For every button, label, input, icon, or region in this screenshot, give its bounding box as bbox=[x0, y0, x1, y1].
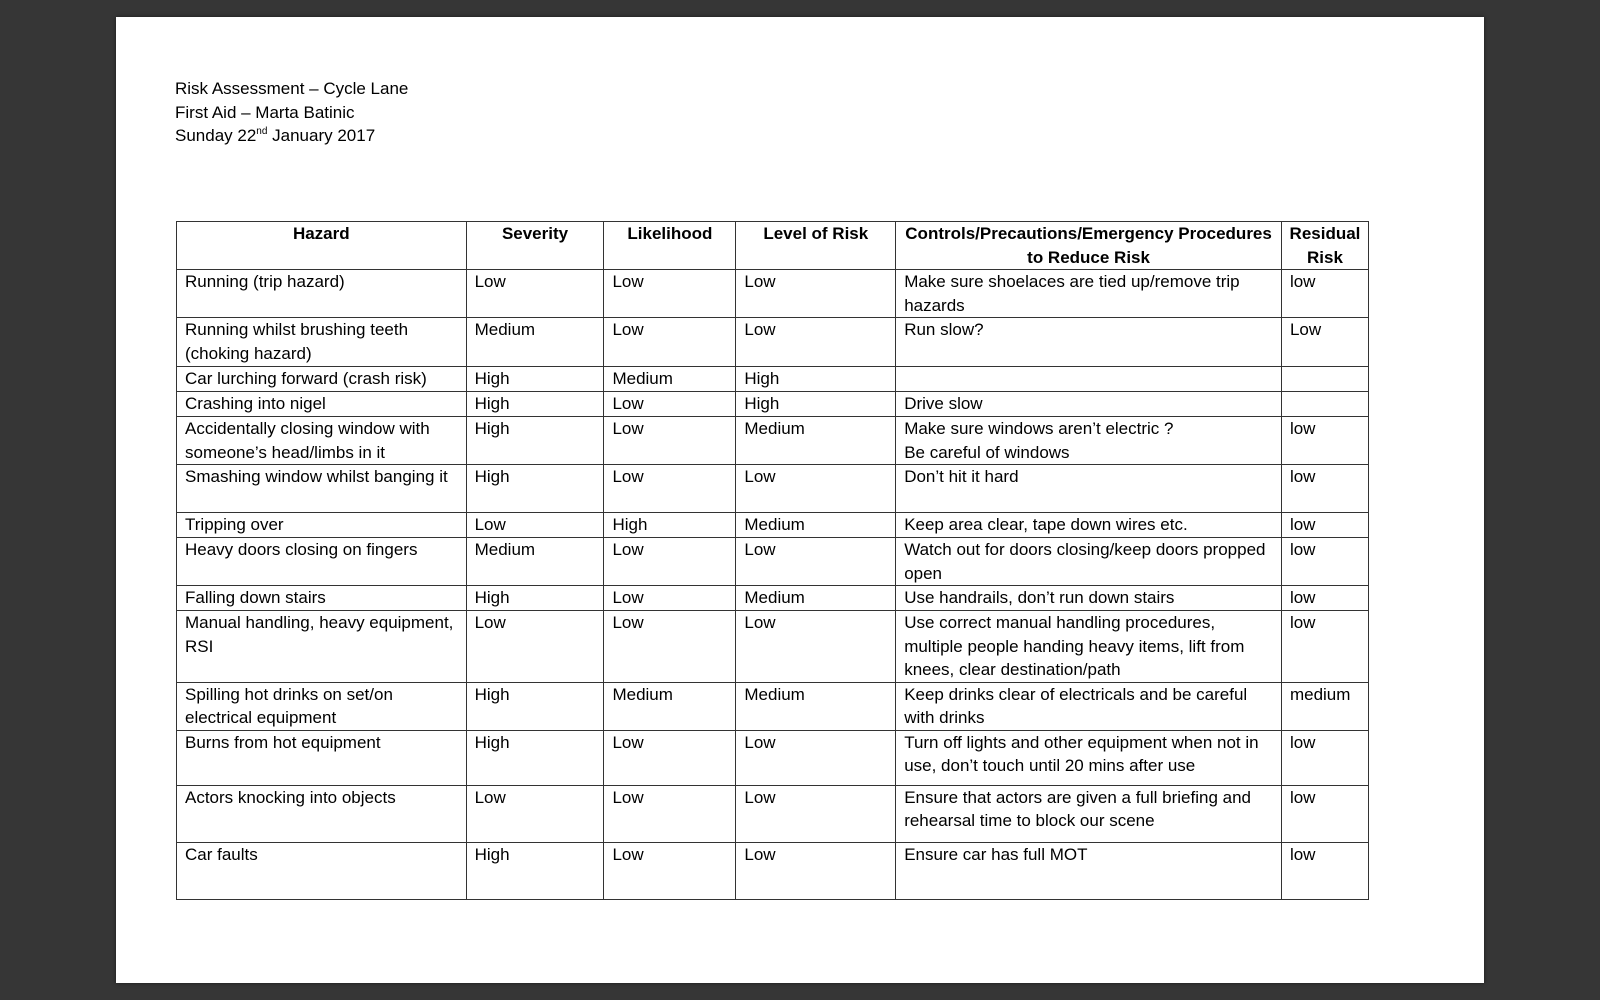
level-of-risk-cell: Low bbox=[736, 785, 896, 842]
likelihood-cell: Low bbox=[604, 730, 736, 785]
residual-risk-cell: low bbox=[1281, 513, 1368, 538]
severity-cell: High bbox=[466, 465, 604, 513]
hazard-cell: Crashing into nigel bbox=[177, 392, 467, 417]
level-of-risk-cell: Low bbox=[736, 538, 896, 586]
residual-risk-cell bbox=[1281, 367, 1368, 392]
date-rest: January 2017 bbox=[267, 126, 376, 145]
residual-risk-cell: medium bbox=[1281, 682, 1368, 730]
hazard-cell: Accidentally closing window with someone’s head/limbs in it bbox=[177, 417, 467, 465]
likelihood-cell: Low bbox=[604, 417, 736, 465]
table-row bbox=[177, 842, 1369, 899]
level-of-risk-cell: Low bbox=[736, 318, 896, 367]
likelihood-cell: Low bbox=[604, 842, 736, 899]
hazard-cell: Falling down stairs bbox=[177, 586, 467, 611]
severity-cell: Medium bbox=[466, 318, 604, 367]
hazard-cell: Tripping over bbox=[177, 513, 467, 538]
likelihood-cell: Low bbox=[604, 611, 736, 683]
hazard-cell: Burns from hot equipment bbox=[177, 730, 467, 785]
level-of-risk-cell: Low bbox=[736, 465, 896, 513]
date-day: Sunday 22 bbox=[175, 126, 257, 145]
controls-cell: Use correct manual handling procedures, multiple people handing heavy items, lift from knees, clear destination/path bbox=[896, 611, 1282, 683]
table-row bbox=[177, 611, 1369, 683]
table-row bbox=[177, 465, 1369, 513]
table-row bbox=[177, 270, 1369, 318]
hazard-cell: Car lurching forward (crash risk) bbox=[177, 367, 467, 392]
level-of-risk-cell: Low bbox=[736, 611, 896, 683]
level-of-risk-cell: High bbox=[736, 367, 896, 392]
severity-cell: Low bbox=[466, 785, 604, 842]
level-of-risk-cell: Low bbox=[736, 270, 896, 318]
residual-risk-cell bbox=[1281, 392, 1368, 417]
level-of-risk-cell: Medium bbox=[736, 417, 896, 465]
table-row bbox=[177, 785, 1369, 842]
date-suffix: nd bbox=[256, 126, 268, 137]
table-row bbox=[177, 318, 1369, 367]
hazard-cell: Running whilst brushing teeth (choking hazard) bbox=[177, 318, 467, 367]
residual-risk-cell: low bbox=[1281, 465, 1368, 513]
column-header-hazard: Hazard bbox=[177, 222, 467, 270]
controls-cell: Make sure windows aren’t electric ? Be careful of windows bbox=[896, 417, 1282, 465]
severity-cell: High bbox=[466, 842, 604, 899]
hazard-cell: Actors knocking into objects bbox=[177, 785, 467, 842]
column-header-level-of-risk: Level of Risk bbox=[736, 222, 896, 270]
controls-cell: Run slow? bbox=[896, 318, 1282, 367]
severity-cell: High bbox=[466, 730, 604, 785]
hazard-cell: Running (trip hazard) bbox=[177, 270, 467, 318]
table-row bbox=[177, 367, 1369, 392]
severity-cell: High bbox=[466, 682, 604, 730]
risk-table bbox=[176, 221, 1369, 900]
severity-cell: High bbox=[466, 392, 604, 417]
level-of-risk-cell: Medium bbox=[736, 513, 896, 538]
controls-cell: Turn off lights and other equipment when not in use, don’t touch until 20 mins after use bbox=[896, 730, 1282, 785]
residual-risk-cell: low bbox=[1281, 270, 1368, 318]
residual-risk-cell: low bbox=[1281, 538, 1368, 586]
severity-cell: Low bbox=[466, 270, 604, 318]
severity-cell: High bbox=[466, 367, 604, 392]
level-of-risk-cell: Medium bbox=[736, 682, 896, 730]
table-row bbox=[177, 730, 1369, 785]
controls-cell: Make sure shoelaces are tied up/remove trip hazards bbox=[896, 270, 1282, 318]
likelihood-cell: Low bbox=[604, 586, 736, 611]
controls-cell: Drive slow bbox=[896, 392, 1282, 417]
document-header bbox=[175, 77, 408, 148]
severity-cell: High bbox=[466, 417, 604, 465]
table-row bbox=[177, 417, 1369, 465]
severity-cell: Low bbox=[466, 513, 604, 538]
likelihood-cell: Low bbox=[604, 318, 736, 367]
residual-risk-cell: low bbox=[1281, 611, 1368, 683]
severity-cell: Medium bbox=[466, 538, 604, 586]
hazard-cell: Smashing window whilst banging it bbox=[177, 465, 467, 513]
column-header-controls: Controls/Precautions/Emergency Procedures to Reduce Risk bbox=[896, 222, 1282, 270]
table-row bbox=[177, 682, 1369, 730]
controls-cell: Don’t hit it hard bbox=[896, 465, 1282, 513]
controls-cell: Watch out for doors closing/keep doors propped open bbox=[896, 538, 1282, 586]
column-header-residual-risk: Residual Risk bbox=[1281, 222, 1368, 270]
likelihood-cell: Medium bbox=[604, 367, 736, 392]
likelihood-cell: Low bbox=[604, 270, 736, 318]
level-of-risk-cell: Low bbox=[736, 730, 896, 785]
residual-risk-cell: low bbox=[1281, 586, 1368, 611]
residual-risk-cell: Low bbox=[1281, 318, 1368, 367]
severity-cell: High bbox=[466, 586, 604, 611]
controls-cell: Use handrails, don’t run down stairs bbox=[896, 586, 1282, 611]
column-header-likelihood: Likelihood bbox=[604, 222, 736, 270]
risk-table-body bbox=[177, 270, 1369, 900]
document-title: Risk Assessment – Cycle Lane bbox=[175, 79, 409, 98]
controls-cell: Ensure car has full MOT bbox=[896, 842, 1282, 899]
hazard-cell: Car faults bbox=[177, 842, 467, 899]
document-page bbox=[116, 17, 1484, 983]
level-of-risk-cell: Low bbox=[736, 842, 896, 899]
hazard-cell: Spilling hot drinks on set/on electrical equipment bbox=[177, 682, 467, 730]
likelihood-cell: Low bbox=[604, 785, 736, 842]
controls-cell: Ensure that actors are given a full briefing and rehearsal time to block our scene bbox=[896, 785, 1282, 842]
controls-cell: Keep drinks clear of electricals and be careful with drinks bbox=[896, 682, 1282, 730]
likelihood-cell: Low bbox=[604, 465, 736, 513]
residual-risk-cell: low bbox=[1281, 785, 1368, 842]
residual-risk-cell: low bbox=[1281, 842, 1368, 899]
table-row bbox=[177, 586, 1369, 611]
likelihood-cell: High bbox=[604, 513, 736, 538]
controls-cell bbox=[896, 367, 1282, 392]
column-header-severity: Severity bbox=[466, 222, 604, 270]
likelihood-cell: Low bbox=[604, 392, 736, 417]
table-row bbox=[177, 513, 1369, 538]
date-line bbox=[175, 124, 408, 148]
hazard-cell: Heavy doors closing on fingers bbox=[177, 538, 467, 586]
residual-risk-cell: low bbox=[1281, 417, 1368, 465]
controls-cell: Keep area clear, tape down wires etc. bbox=[896, 513, 1282, 538]
hazard-cell: Manual handling, heavy equipment, RSI bbox=[177, 611, 467, 683]
level-of-risk-cell: Medium bbox=[736, 586, 896, 611]
table-header-row bbox=[177, 222, 1369, 270]
likelihood-cell: Low bbox=[604, 538, 736, 586]
residual-risk-cell: low bbox=[1281, 730, 1368, 785]
likelihood-cell: Medium bbox=[604, 682, 736, 730]
table-row bbox=[177, 538, 1369, 586]
first-aid-line: First Aid – Marta Batinic bbox=[175, 102, 355, 122]
level-of-risk-cell: High bbox=[736, 392, 896, 417]
severity-cell: Low bbox=[466, 611, 604, 683]
table-row bbox=[177, 392, 1369, 417]
